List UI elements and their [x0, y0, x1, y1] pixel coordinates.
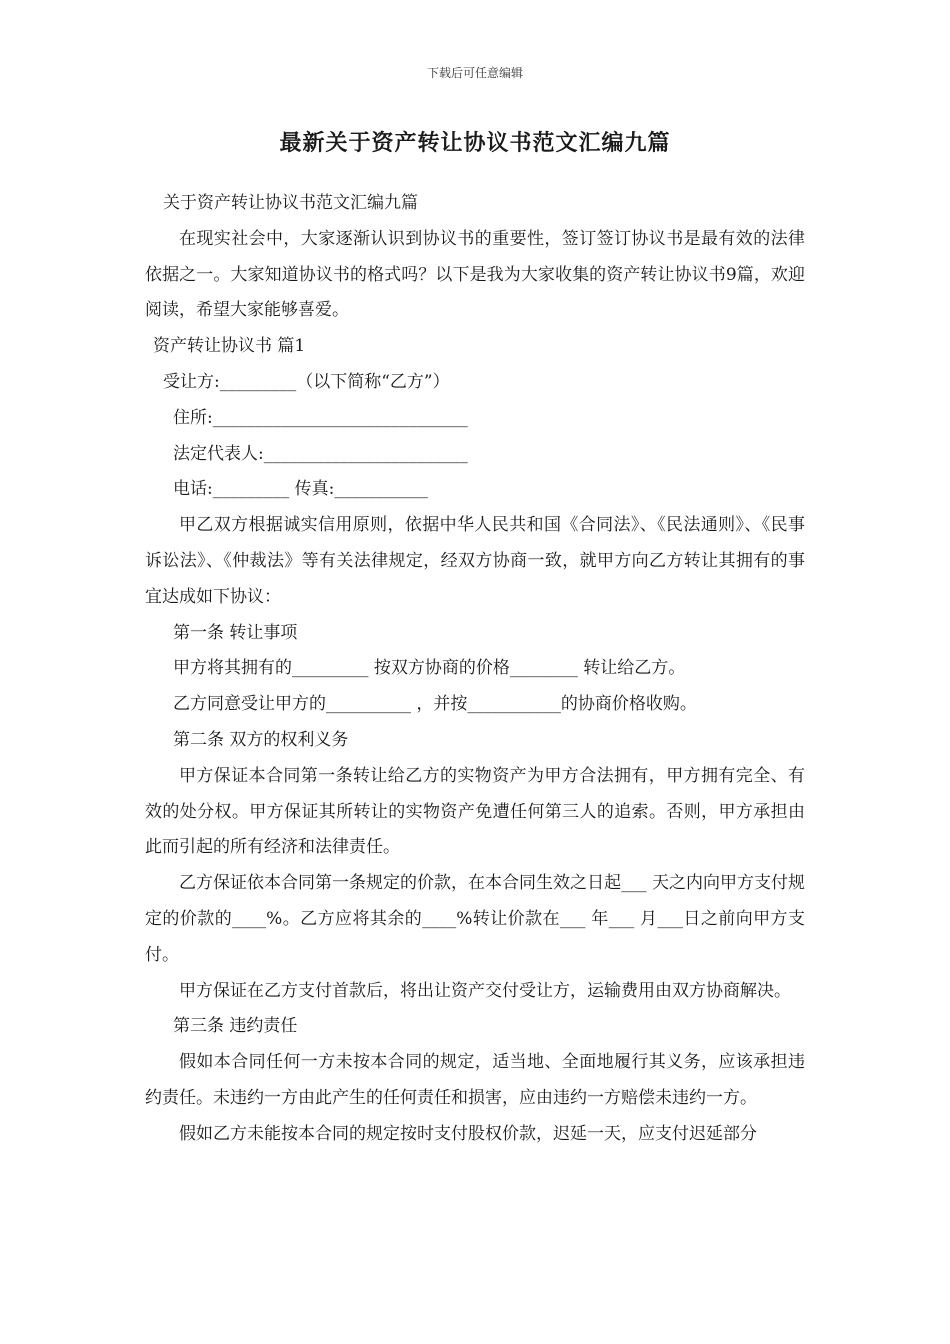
intro-paragraph: 在现实社会中，大家逐渐认识到协议书的重要性，签订签订协议书是最有效的法律依据之一。大家知道协议书的格式吗？以下是我为大家收集的资产转让协议书9篇，欢迎阅读，希望大家能够喜爱。: [145, 228, 805, 321]
transferee-line: 受让方:_________（以下简称“乙方”）: [163, 371, 450, 392]
clause3-b: 假如乙方未能按本合同的规定按时支付股权价款，迟延一天，应支付迟延部分: [179, 1123, 757, 1144]
preamble-paragraph: 甲乙双方根据诚实信用原则，依据中华人民共和国《合同法》、《民法通则》、《民事诉讼法》、《仲裁法》等有关法律规定，经双方协商一致，就甲方向乙方转让其拥有的事宜达成如下协议：: [145, 515, 805, 607]
clause2-title: 第二条 双方的权利义务: [173, 729, 349, 750]
clause2-b: 乙方保证依本合同第一条规定的价款，在本合同生效之日起___ 天之内向甲方支付规定的价款的____%。乙方应将其余的____%转让价款在___ 年___ 月___日之前向甲方支付。: [145, 873, 805, 965]
clause3-a: 假如本合同任何一方未按本合同的规定，适当地、全面地履行其义务，应该承担违约责任。未违约一方由此产生的任何责任和损害，应由违约一方赔偿未违约一方。: [145, 1052, 805, 1108]
clause3-title: 第三条 违约责任: [173, 1016, 298, 1037]
address-line: 住所:______________________________: [173, 407, 468, 428]
phone-fax-line: 电话:_________ 传真:___________: [173, 479, 428, 500]
document-body: [145, 186, 805, 1153]
article-heading: 资产转让协议书 篇1: [153, 336, 306, 357]
page-header-note: 下载后可任意编辑: [426, 66, 523, 80]
subtitle: 关于资产转让协议书范文汇编九篇: [163, 193, 418, 213]
clause1-b: 乙方同意受让甲方的__________ ，并按___________的协商价格收购。: [173, 694, 697, 715]
document-title: 最新关于资产转让协议书范文汇编九篇: [279, 130, 671, 156]
clause1-title: 第一条 转让事项: [173, 622, 298, 643]
clause2-c: 甲方保证在乙方支付首款后，将出让资产交付受让方，运输费用由双方协商解决。: [179, 980, 791, 1001]
clause2-a: 甲方保证本合同第一条转让给乙方的实物资产为甲方合法拥有，甲方拥有完全、有效的处分权。甲方保证其所转让的实物资产免遭任何第三人的追索。否则，甲方承担由此而引起的所有经济和法律责任。: [145, 765, 805, 858]
clause1-a: 甲方将其拥有的_________ 按双方协商的价格________ 转让给乙方。: [173, 658, 686, 679]
legal-rep-line: 法定代表人:________________________: [173, 443, 468, 464]
